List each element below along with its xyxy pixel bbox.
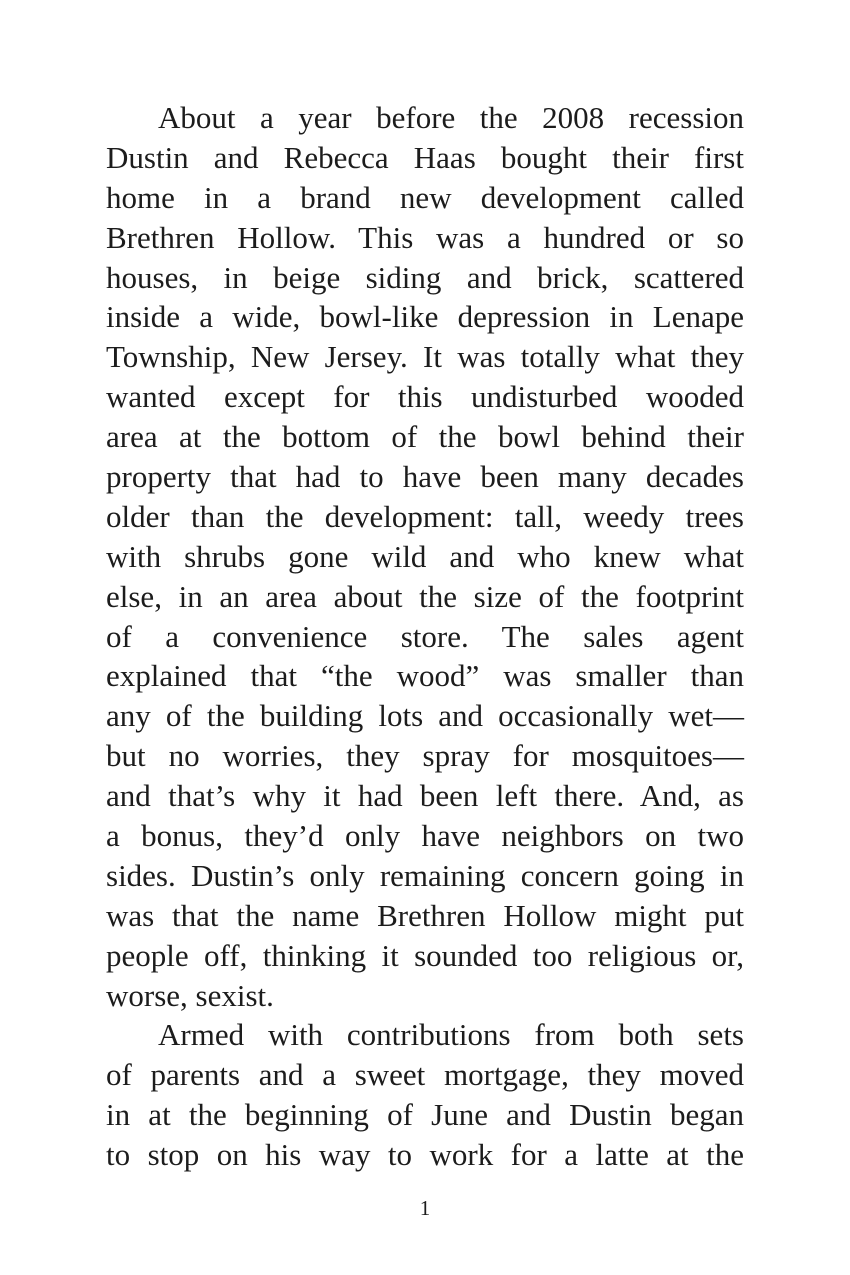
text-line: houses, in beige siding and brick, scattered	[106, 259, 744, 295]
paragraph-2	[106, 1015, 744, 1175]
text-line: inside a wide, bowl-like depression in Lenape	[106, 299, 744, 335]
text-line: a bonus, they’d only have neighbors on two	[106, 818, 744, 854]
text-line: explained that “the wood” was smaller than	[106, 658, 744, 694]
text-line: of parents and a sweet mortgage, they moved	[106, 1057, 744, 1093]
text-line: but no worries, they spray for mosquitoes—	[106, 738, 744, 774]
text-line: people off, thinking it sounded too religious or,	[106, 937, 744, 973]
text-line: in at the beginning of June and Dustin began	[106, 1097, 744, 1133]
text-line: property that had to have been many decades	[106, 459, 744, 495]
text-line: else, in an area about the size of the footprint	[106, 578, 744, 614]
text-line: to stop on his way to work for a latte at the	[106, 1137, 744, 1173]
text-line: any of the building lots and occasionally wet—	[106, 698, 744, 734]
text-line: area at the bottom of the bowl behind their	[106, 419, 744, 455]
text-line: wanted except for this undisturbed wooded	[106, 379, 744, 415]
text-line: older than the development: tall, weedy trees	[106, 498, 744, 534]
page-number: 1	[419, 1196, 431, 1220]
text-line: with shrubs gone wild and who knew what	[106, 538, 744, 574]
text-line: of a convenience store. The sales agent	[106, 618, 744, 654]
text-line: was that the name Brethren Hollow might put	[106, 897, 744, 933]
text-line: Dustin and Rebecca Haas bought their first	[106, 139, 744, 175]
text-line: About a year before the 2008 recession	[158, 100, 744, 135]
text-line: home in a brand new development called	[106, 179, 744, 215]
text-line: and that’s why it had been left there. And, as	[106, 778, 744, 814]
text-line: Township, New Jersey. It was totally what they	[106, 339, 744, 375]
body-text	[106, 98, 744, 1175]
text-line: Brethren Hollow. This was a hundred or so	[106, 219, 744, 255]
text-line: worse, sexist.	[106, 977, 274, 1013]
text-line: Armed with contributions from both sets	[158, 1017, 744, 1053]
text-line: sides. Dustin’s only remaining concern going in	[106, 857, 744, 893]
paragraph-1	[106, 98, 744, 1015]
